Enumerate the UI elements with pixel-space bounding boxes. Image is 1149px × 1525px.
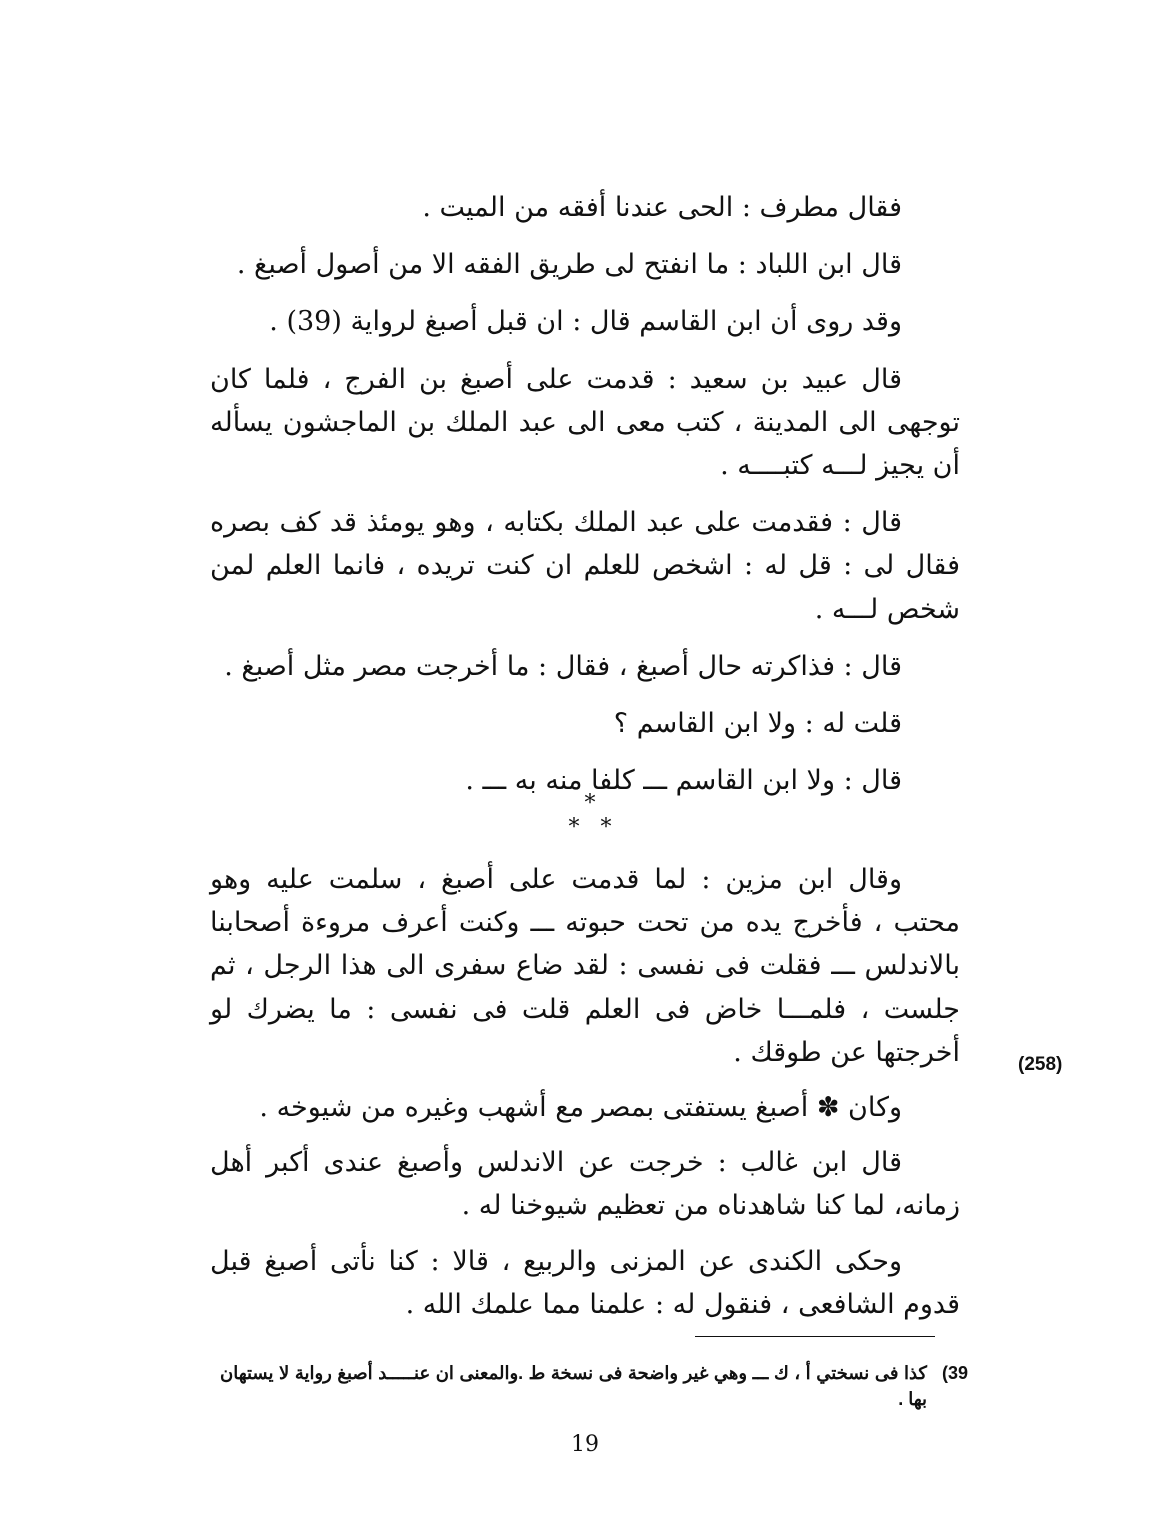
main-text-bottom <box>210 858 960 1326</box>
paragraph: وقد روى أن ابن القاسم قال : ان قبل أصبغ لرواية (39) . <box>269 306 902 338</box>
footnote-text: كذا فى نسختي أ ، ك ـــ وهي غير واضحة فى نسخة ط .والمعنى ان عنـــــد أصبغ رواية لا يستهان بها . <box>220 1363 927 1410</box>
paragraph: قال ابن غالب : خرجت عن الاندلس وأصبغ عندى أكبر أهل زمانه، لما كنا شاهدناه من تعظيم شيوخنا له . <box>210 1147 960 1222</box>
paragraph: فقال مطرف : الحى عندنا أفقه من الميت . <box>422 192 902 223</box>
paragraph: قال ابن اللباد : ما انفتح لى طريق الفقه الا من أصول أصبغ . <box>236 249 902 281</box>
section-separator <box>560 792 620 840</box>
separator-stars-bottom: * * <box>568 815 612 841</box>
paragraph: قال : فقدمت على عبد الملك بكتابه ، وهو يومئذ قد كف بصره فقال لى : قل له : اشخص للعلم ان كنت تريده ، فانما العلم لمن شخص لـــه . <box>210 507 960 625</box>
paragraph: وقال ابن مزين : لما قدمت على أصبغ ، سلمت عليه وهو محتب ، فأخرج يده من تحت حبوته ـــ وكنت أعرف مروءة أصحابنا بالاندلس ـــ فقلت فى نفسى : لقد ضاع سفرى الى هذا الرجل ، ثم جلست ، فلمـــا خاض فى العلم قلت فى نفسى : ما يضرك لو أخرجتها عن طوقك . <box>210 864 960 1068</box>
page-number: 19 <box>571 1432 599 1457</box>
paragraph: قال : فذاكرته حال أصبغ ، فقال : ما أخرجت مصر مثل أصبغ . <box>224 650 902 682</box>
paragraph: قال عبيد بن سعيد : قدمت على أصبغ بن الفرج ، فلما كان توجهى الى المدينة ، كتب معى الى عبد الملك بن الماجشون يسأله أن يجيز لـــه كتبــــه . <box>210 363 960 481</box>
paragraph: قال : ولا ابن القاسم ـــ كلفا منه به ـــ . <box>465 765 902 797</box>
main-text-top <box>210 186 960 802</box>
paragraph: وحكى الكندى عن المزنى والربيع ، قالا : كنا نأتى أصبغ قبل قدوم الشافعى ، فنقول له : علمنا مما علمك الله . <box>210 1245 960 1320</box>
footnote <box>220 1360 968 1412</box>
footnote-number: (39 <box>941 1363 968 1383</box>
footnote-rule <box>695 1336 935 1337</box>
margin-page-reference: (258) <box>1018 1054 1063 1075</box>
paragraph: قلت له : ولا ابن القاسم ؟ <box>613 707 902 739</box>
paragraph: وكان ✽ أصبغ يستفتى بمصر مع أشهب وغيره من شيوخه . <box>259 1091 902 1123</box>
separator-star-top: * <box>584 791 596 816</box>
